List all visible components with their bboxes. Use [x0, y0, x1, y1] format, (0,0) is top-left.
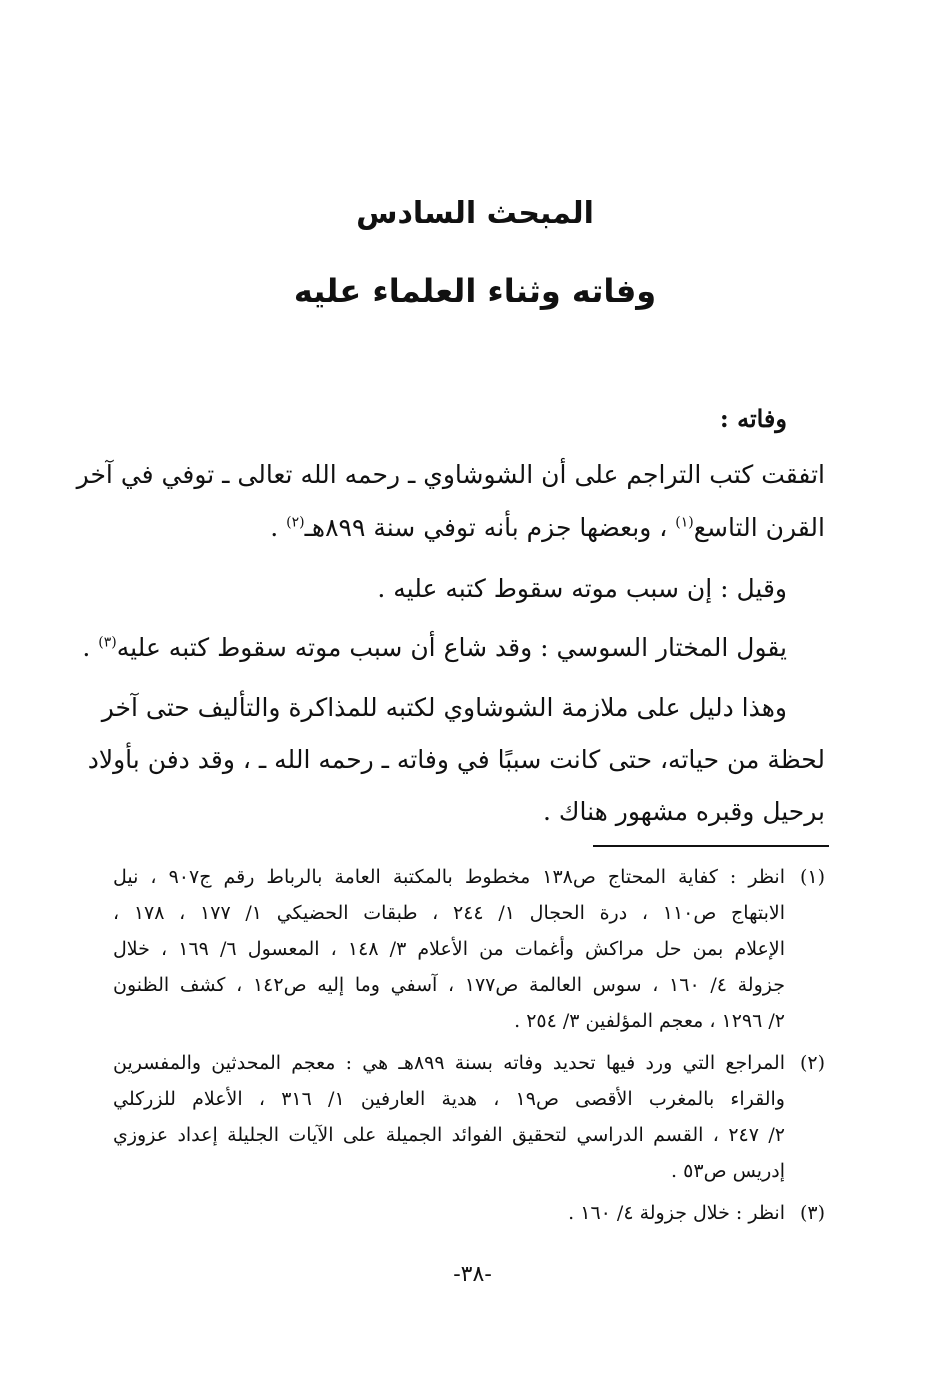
footnote-1-line-1: انظر : كفاية المحتاج ص١٣٨ مخطوط بالمكتبة العامة بالرباط رقم ج٩٠٧ ، نيل [113, 866, 785, 888]
paragraph-3-text-a: يقول المختار السوسي : وقد شاع أن سبب موته سقوط كتبه عليه [116, 633, 787, 662]
paragraph-4-line-2: لحظة من حياته، حتى كانت سببًا في وفاته ـ رحمه الله ـ ، وقد دفن بأولاد [87, 745, 825, 774]
footnote-1-line-2: الابتهاج ص١١٠ ، درة الحجال ١/ ٢٤٤ ، طبقات الحضيكي ١/ ١٧٧ ، ١٧٨ ، [113, 902, 785, 924]
footnote-3-line-1: انظر : خلال جزولة ٤/ ١٦٠ . [568, 1202, 785, 1224]
paragraph-4-line-1: وهذا دليل على ملازمة الشوشاوي لكتبه للمذاكرة والتأليف حتى آخر [101, 693, 787, 722]
section-heading: وفاته : [719, 404, 787, 433]
paragraph-3-text-b: . [82, 633, 99, 662]
footnote-3-number: (٣) [799, 1202, 825, 1224]
footnote-ref-1[interactable]: (١) [675, 514, 694, 531]
paragraph-1-text-b: ، وبعضها جزم بأنه توفي سنة ٨٩٩هـ [304, 513, 676, 542]
paragraph-2: وقيل : إن سبب موته سقوط كتبه عليه . [377, 574, 787, 603]
chapter-title: المبحث السادس [356, 196, 594, 231]
footnote-1-line-4: جزولة ٤/ ١٦٠ ، سوس العالمة ص١٧٧ ، آسفي وما إليه ص١٤٢ ، كشف الظنون [113, 974, 785, 996]
paragraph-3 [82, 628, 787, 668]
footnote-2-line-4: إدريس ص٥٣ . [671, 1160, 785, 1182]
footnote-2-line-2: والقراء بالمغرب الأقصى ص١٩ ، هدية العارفين ١/ ٣١٦ ، الأعلام للزركلي [113, 1088, 785, 1110]
paragraph-1-line-2 [113, 508, 825, 548]
footnote-separator [593, 845, 829, 847]
footnote-2-line-3: ٢/ ٢٤٧ ، القسم الدراسي لتحقيق الفوائد الجميلة على الآيات الجليلة إعداد عزوزي [113, 1124, 785, 1146]
footnote-2-number: (٢) [799, 1052, 825, 1074]
footnote-1-line-3: الإعلام بمن حل مراكش وأغمات من الأعلام ٣/ ١٤٨ ، المعسول ٦/ ١٦٩ ، خلال [113, 938, 785, 960]
paragraph-1-text-a: القرن التاسع [693, 513, 825, 542]
paragraph-4-line-3: برحيل وقبره مشهور هناك . [542, 797, 825, 826]
footnote-ref-2[interactable]: (٢) [286, 514, 305, 531]
paragraph-1-text-c: . [270, 513, 287, 542]
chapter-subtitle: وفاته وثناء العلماء عليه [293, 272, 657, 310]
footnote-1-number: (١) [799, 866, 825, 888]
footnote-ref-3[interactable]: (٣) [98, 634, 117, 651]
footnote-1-line-5: ٢/ ١٢٩٦ ، معجم المؤلفين ٣/ ٢٥٤ . [514, 1010, 785, 1032]
paragraph-1-line-1: اتفقت كتب التراجم على أن الشوشاوي ـ رحمه الله تعالى ـ توفي في آخر [76, 460, 825, 489]
footnote-2-line-1: المراجع التي ورد فيها تحديد وفاته بسنة ٨٩٩هـ هي : معجم المحدثين والمفسرين [113, 1052, 785, 1074]
page-number: -٣٨- [453, 1262, 492, 1287]
